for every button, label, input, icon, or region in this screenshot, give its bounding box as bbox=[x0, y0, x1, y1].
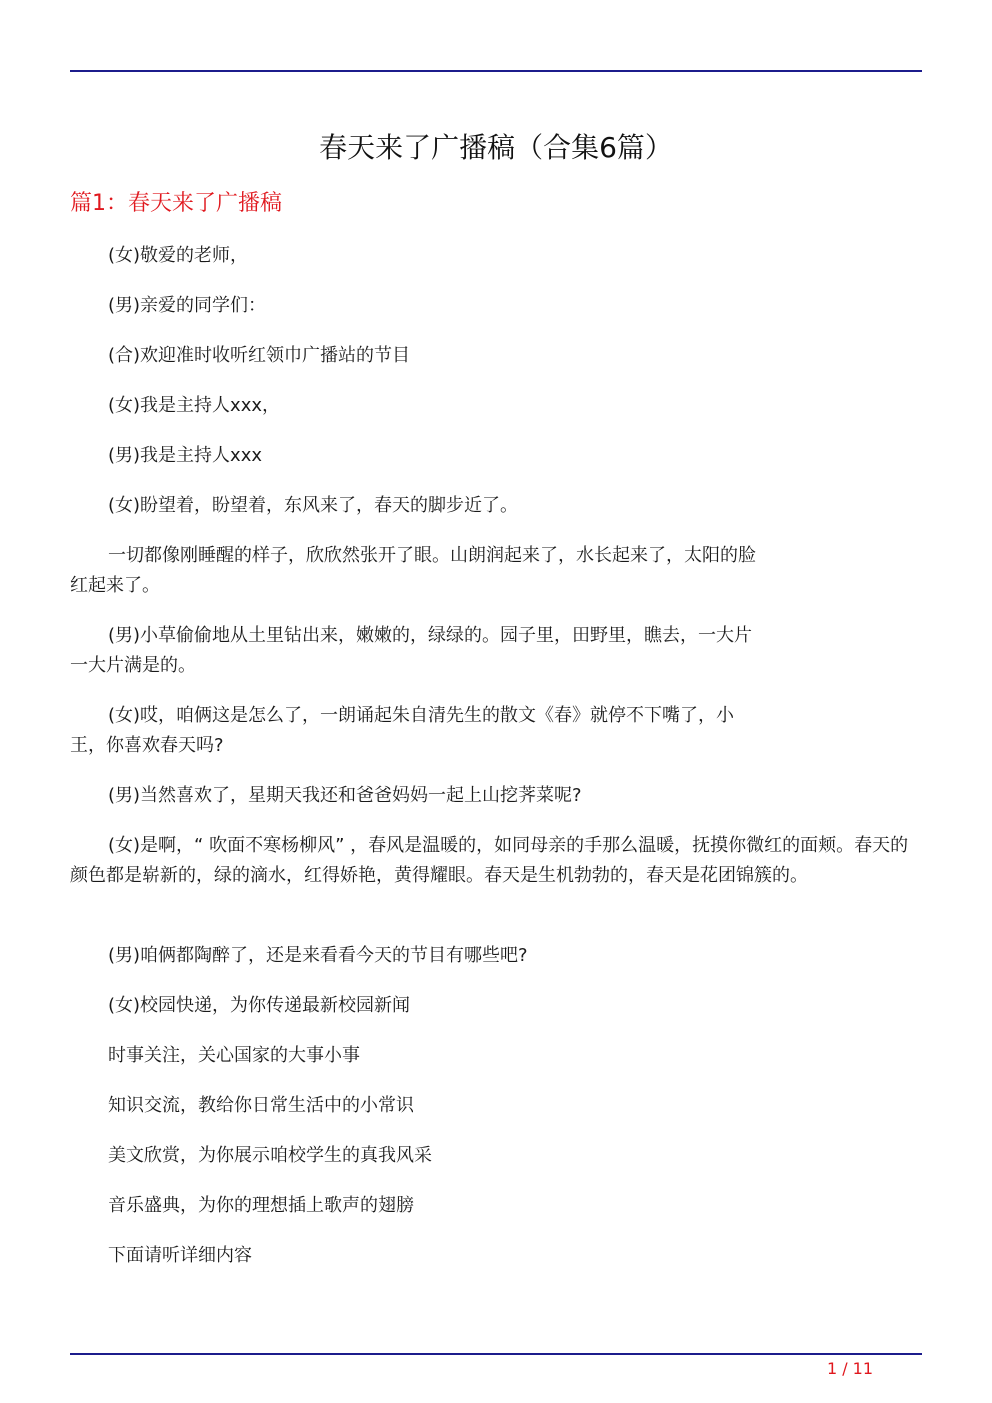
header-rule bbox=[70, 70, 922, 72]
paragraph: (男)我是主持人xxx bbox=[108, 445, 263, 466]
paragraph: (男)咱俩都陶醉了，还是来看看今天的节目有哪些吧? bbox=[108, 945, 528, 966]
paragraph: 音乐盛典，为你的理想插上歌声的翅膀 bbox=[108, 1195, 414, 1216]
paragraph: 知识交流，教给你日常生活中的小常识 bbox=[108, 1095, 414, 1116]
paragraph: 一切都像刚睡醒的样子，欣欣然张开了眼。山朗润起来了，水长起来了，太阳的脸红起来了。 bbox=[70, 545, 756, 596]
paragraph: (女)校园快递，为你传递最新校园新闻 bbox=[108, 995, 411, 1016]
paragraph: (女)哎，咱俩这是怎么了，一朗诵起朱自清先生的散文《春》就停不下嘴了，小王，你喜欢春天吗? bbox=[70, 705, 735, 756]
paragraph: (合)欢迎准时收听红领巾广播站的节目 bbox=[108, 345, 411, 366]
paragraph: (女)敬爱的老师， bbox=[108, 245, 249, 266]
page-number: 1 / 11 bbox=[826, 1359, 874, 1378]
section-heading: 篇1：春天来了广播稿 bbox=[70, 191, 282, 216]
paragraph: (女)盼望着，盼望着，东风来了，春天的脚步近了。 bbox=[108, 495, 519, 516]
document-title: 春天来了广播稿（合集6篇） bbox=[319, 131, 673, 164]
paragraph: (男)当然喜欢了，星期天我还和爸爸妈妈一起上山挖荠菜呢? bbox=[108, 785, 582, 806]
footer-rule bbox=[70, 1353, 922, 1355]
paragraph: (女)我是主持人xxx， bbox=[108, 395, 281, 416]
paragraph: (男)小草偷偷地从土里钻出来，嫩嫩的，绿绿的。园子里，田野里，瞧去，一大片一大片满是的。 bbox=[70, 625, 753, 676]
paragraph: 美文欣赏，为你展示咱校学生的真我风采 bbox=[108, 1145, 432, 1166]
paragraph: (男)亲爱的同学们： bbox=[108, 295, 267, 316]
paragraph: (女)是啊，“ 吹面不寒杨柳风” ，春风是温暖的，如同母亲的手那么温暖，抚摸你微红的面颊。春天的颜色都是崭新的，绿的滴水，红得娇艳，黄得耀眼。春天是生机勃勃的，春天是花团锦簇的。 bbox=[70, 835, 909, 886]
paragraph: 时事关注，关心国家的大事小事 bbox=[108, 1045, 360, 1066]
paragraph: 下面请听详细内容 bbox=[108, 1245, 252, 1266]
